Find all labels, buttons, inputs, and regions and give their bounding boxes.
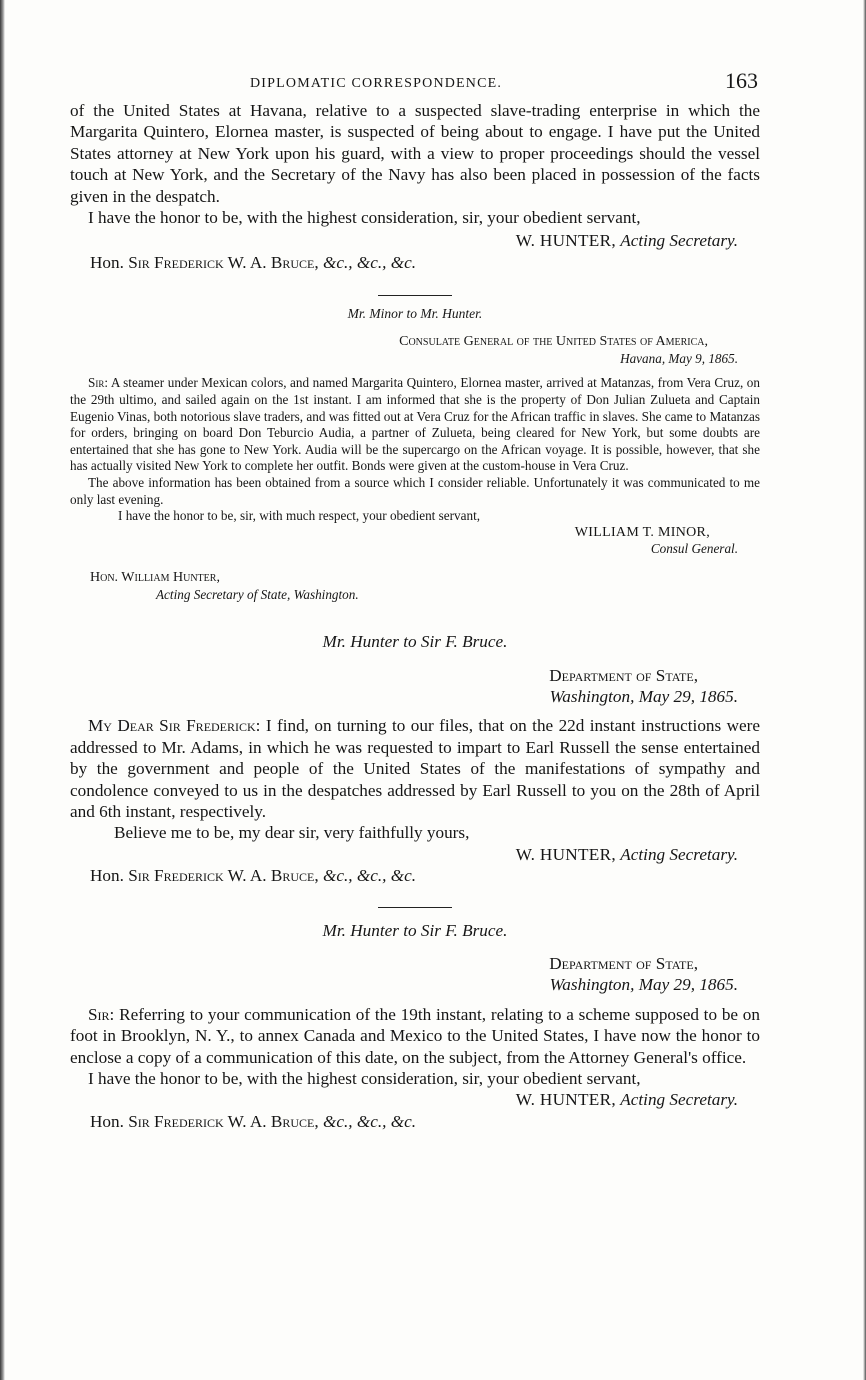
- addressee: [70, 865, 760, 886]
- signer-name: W. HUNTER,: [515, 844, 616, 864]
- document-page: [70, 66, 760, 1132]
- letter-body: [70, 1004, 760, 1068]
- running-header: [70, 66, 760, 100]
- letter-hunter-to-bruce-annexation: [70, 920, 760, 1133]
- section-divider: [378, 295, 452, 296]
- addressee-title: Acting Secretary of State, Washington.: [156, 586, 359, 602]
- addressee-prefix: Hon.: [90, 1111, 124, 1131]
- signature: [70, 230, 760, 251]
- addressee-prefix: Hon.: [90, 866, 124, 886]
- letter-heading: Mr. Hunter to Sir F. Bruce.: [322, 920, 508, 940]
- addressee-name: Hon. William Hunter,: [90, 569, 220, 585]
- signer-title: Acting Secretary.: [620, 1090, 738, 1110]
- letter-body-text: I find, on turning to our files, that on the 22d instant instructions were addressed to Mr. Adams, in which he was requested to impart to Earl Russell the sense entertained by the government and people of the United States of the manifestations of sympathy and condolence conveyed to us in the despatches addressed by Earl Russell to you on the 28th of April and 6th instant, respectively.: [70, 716, 760, 821]
- addressee-name: Sir Frederick W. A. Bruce,: [128, 866, 319, 886]
- addressee: [70, 252, 760, 273]
- letter-heading: Mr. Minor to Mr. Hunter.: [347, 306, 483, 322]
- letter-closing: Believe me to be, my dear sir, very faithfully yours,: [114, 823, 470, 843]
- signer-title: Acting Secretary.: [620, 844, 738, 864]
- letter-place: Department of State,: [549, 665, 698, 685]
- letter-hunter-to-bruce-condolence: [70, 631, 760, 886]
- letter-body: [70, 715, 760, 822]
- signer-title: Acting Secretary.: [620, 231, 738, 251]
- addressee-prefix: Hon.: [90, 252, 124, 272]
- letter-closing: I have the honor to be, with the highest consideration, sir, your obedient servant,: [88, 208, 641, 228]
- letter-minor-to-hunter: [70, 306, 760, 603]
- letter-body: [70, 375, 760, 475]
- signer-title: Consul General.: [650, 541, 738, 557]
- signer-name: WILLIAM T. MINOR,: [574, 524, 710, 540]
- letter-heading: Mr. Hunter to Sir F. Bruce.: [322, 632, 508, 652]
- addressee: [70, 1111, 760, 1132]
- addressee-name: Sir Frederick W. A. Bruce,: [128, 252, 319, 272]
- letter-place: Consulate General of the United States of America,: [399, 334, 708, 350]
- letter-body: of the United States at Havana, relative to a suspected slave-trading enterprise in which the Margarita Quintero, Elornea master, is suspected of being about to engage. I have put the United States attorney at New York upon his guard, with a view to proper proceedings should the vessel touch at New York, and the Secretary of the Navy has also been placed in possession of the facts given in the despatch.: [70, 101, 760, 206]
- addressee-suffix: &c., &c., &c.: [322, 1111, 417, 1131]
- running-title: DIPLOMATIC CORRESPONDENCE.: [250, 76, 503, 91]
- salutation: Sir:: [88, 1004, 115, 1024]
- letter-place: Department of State,: [549, 954, 698, 974]
- letter-body-text: Referring to your communication of the 19th instant, relating to a scheme supposed to be on foot in Brooklyn, N. Y., to annex Canada and Mexico to the United States, I have now the honor to enclose a copy of a communication of this date, on the subject, from the Attorney General's office.: [70, 1004, 760, 1067]
- addressee-suffix: &c., &c., &c.: [322, 866, 417, 886]
- letter-hunter-to-bruce-continued: [70, 100, 760, 273]
- addressee-name: Sir Frederick W. A. Bruce,: [128, 1111, 319, 1131]
- letter-body-text: A steamer under Mexican colors, and named Margarita Quintero, Elornea master, arrived at Matanzas, from Vera Cruz, on the 29th ultimo, and sailed again on the 1st instant. I am informed that she is the property of Don Julian Zulueta and Captain Eugenio Vinas, both notorious slave traders, and was fitted out at Vera Cruz for the African traffic in slaves. She came to Matanzas for orders, bringing on board Don Teburcio Audia, a partner of Zulueta, being cleared for New York, but some doubts are entertained that she has gone to New York. Audia will be the supercargo on the African voyage. It is possible, however, that she has actually visited New York to complete her outfit. Bonds were given at the custom-house in Vera Cruz.: [70, 375, 760, 474]
- signature: [70, 844, 760, 865]
- signature: [70, 1089, 760, 1110]
- addressee-suffix: &c., &c., &c.: [322, 252, 417, 272]
- letter-closing: I have the honor to be, with the highest consideration, sir, your obedient servant,: [88, 1069, 641, 1089]
- signer-name: W. HUNTER,: [515, 231, 616, 251]
- letter-body-paragraph-2: The above information has been obtained from a source which I consider reliable. Unfortunately it was communicated to me only last evening.: [70, 475, 760, 507]
- letter-date: Washington, May 29, 1865.: [549, 686, 738, 706]
- page-number: 163: [725, 68, 758, 93]
- page-left-edge: [0, 0, 5, 1380]
- section-divider: [378, 907, 452, 908]
- salutation: My Dear Sir Frederick:: [88, 716, 261, 736]
- letter-date: Havana, May 9, 1865.: [620, 350, 738, 366]
- letter-date: Washington, May 29, 1865.: [549, 975, 738, 995]
- letter-closing: I have the honor to be, sir, with much respect, your obedient servant,: [118, 508, 481, 524]
- salutation: Sir:: [88, 375, 108, 391]
- signer-name: W. HUNTER,: [515, 1090, 616, 1110]
